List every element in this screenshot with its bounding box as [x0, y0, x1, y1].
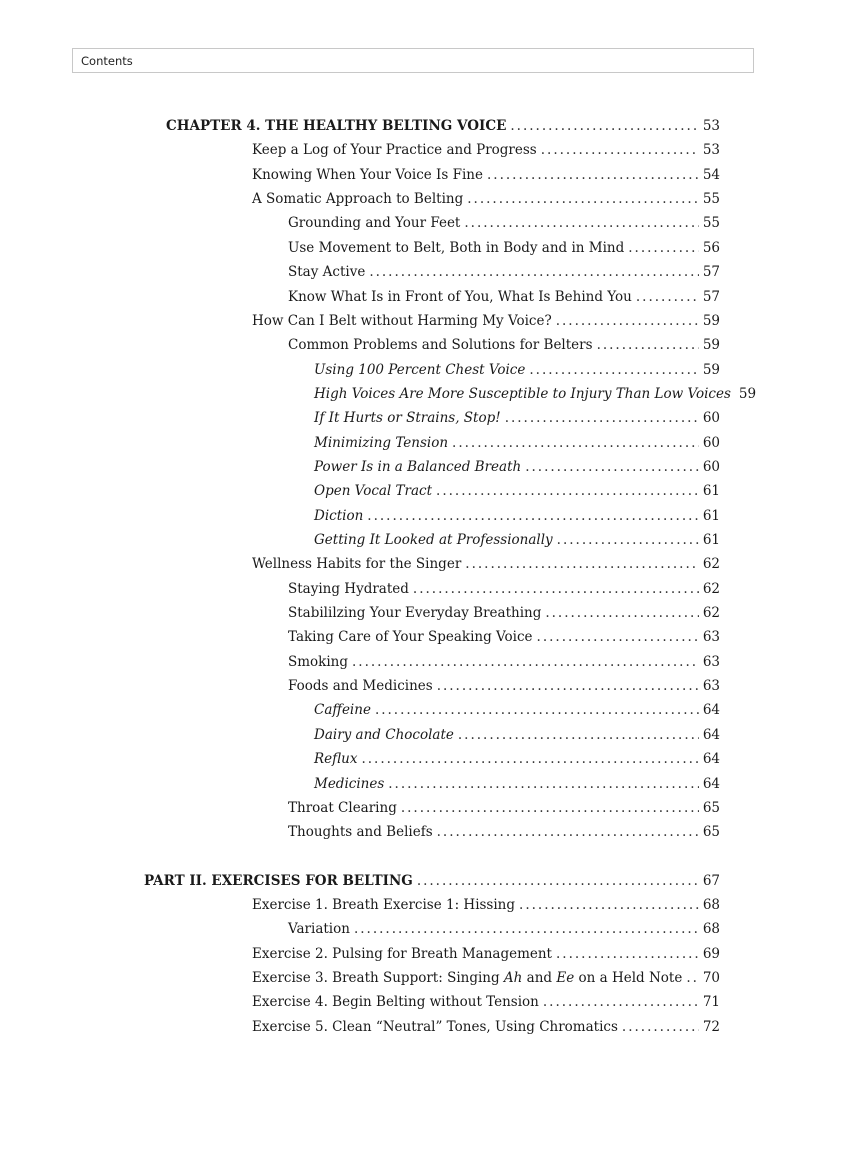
toc-page-number: 54 [702, 166, 720, 183]
toc-entry [314, 530, 720, 550]
toc-entry-title-part: Stabililzing Your Everyday Breathing [288, 605, 542, 621]
toc-entry-title [288, 676, 433, 696]
toc-entry [314, 457, 720, 477]
toc-page-number: 63 [702, 678, 720, 695]
toc-entry-title [314, 384, 731, 404]
toc-dot-leader [467, 189, 699, 209]
toc-dot-leader [525, 457, 699, 477]
toc-page-number: 64 [702, 751, 720, 768]
toc-entry-title-part: Reflux [314, 751, 358, 768]
toc-entry [252, 992, 720, 1012]
toc-page-number: 61 [702, 507, 720, 524]
toc-entry-title [314, 749, 357, 769]
toc-entry-title [314, 433, 448, 453]
toc-page-number: 53 [702, 142, 720, 159]
toc-page-number: 65 [702, 824, 720, 841]
toc-page-number: 59 [702, 337, 720, 354]
toc-dot-leader [465, 554, 699, 574]
toc-entry-title [252, 992, 539, 1012]
toc-entry-title [252, 311, 552, 331]
toc-dot-leader [556, 311, 699, 331]
toc-entry [288, 213, 720, 233]
toc-entry [252, 311, 720, 331]
toc-entry [314, 408, 720, 428]
toc-entry-title [314, 360, 525, 380]
toc-entry-title-part: How Can I Belt without Harming My Voice? [252, 312, 552, 329]
toc-page-number: 60 [702, 434, 720, 451]
toc-entry-title-part: Taking Care of Your Speaking Voice [288, 629, 533, 646]
toc-dot-leader [543, 992, 699, 1012]
toc-entry [252, 189, 720, 209]
toc-page-number: 60 [702, 410, 720, 427]
toc-entry [144, 871, 720, 891]
toc-entry-title-part: CHAPTER 4. THE HEALTHY BELTING VOICE [166, 118, 507, 134]
toc-page-number: 57 [702, 288, 720, 305]
toc-entry [314, 725, 720, 745]
toc-entry [314, 481, 720, 501]
toc-entry-title-part: Common Problems and Solutions for Belters [288, 337, 593, 354]
toc-page-number: 62 [702, 580, 720, 597]
toc-entry-title-part: Foods and Medicines [288, 678, 433, 695]
toc-dot-leader [545, 603, 698, 623]
toc-dot-leader [375, 700, 699, 720]
toc-page-number: 55 [702, 215, 720, 232]
toc-entry-title [288, 262, 365, 282]
toc-dot-leader [413, 579, 699, 599]
toc-entry [314, 433, 720, 453]
toc-entry-title-part: Caffeine [314, 702, 371, 719]
toc-entry-title-part: Throat Clearing [288, 799, 397, 816]
toc-entry-title-part: Dairy and Chocolate [314, 726, 454, 743]
toc-entry-title [144, 871, 413, 891]
toc-entry-title [252, 1017, 618, 1037]
toc-dot-leader [388, 774, 699, 794]
toc-entry-title [314, 408, 501, 428]
toc-entry-title-part: Using 100 Percent Chest Voice [314, 361, 526, 378]
toc-entry-title-part: Getting It Looked at Professionally [314, 532, 553, 548]
toc-page-number: 53 [702, 118, 720, 134]
toc-entry [288, 579, 720, 599]
toc-entry-title-part: Ee [556, 969, 575, 986]
toc-entry [252, 554, 720, 574]
toc-entry-title [288, 238, 624, 258]
toc-entry-title [288, 627, 533, 647]
toc-entry-title [288, 919, 350, 939]
toc-entry-title [288, 579, 409, 599]
toc-entry [288, 603, 720, 623]
toc-dot-leader [597, 335, 699, 355]
toc-entry-title-part: Keep a Log of Your Practice and Progress [252, 142, 537, 159]
toc-entry-title [252, 165, 483, 185]
toc-entry [288, 652, 720, 672]
toc-entry-title [314, 457, 521, 477]
toc-entry-title-part: Grounding and Your Feet [288, 215, 461, 232]
toc-entry [288, 627, 720, 647]
toc-dot-leader [437, 676, 699, 696]
toc-page-number: 64 [702, 702, 720, 719]
toc-entry [314, 506, 720, 526]
toc-entry-title-part: Staying Hydrated [288, 580, 409, 597]
toc-page-number: 70 [702, 969, 720, 986]
toc-entry-title-part: If It Hurts or Strains, Stop! [314, 410, 501, 427]
toc-entry-title [252, 968, 682, 988]
toc-page-number: 56 [702, 239, 720, 256]
toc-dot-leader [369, 262, 699, 282]
toc-dot-leader [622, 1017, 699, 1037]
toc-dot-leader [452, 433, 699, 453]
toc-page-number: 67 [702, 872, 720, 889]
toc-entry [252, 165, 720, 185]
toc-entry-title [314, 725, 454, 745]
toc-entry [288, 822, 720, 842]
toc-dot-leader [401, 798, 699, 818]
toc-page-number: 59 [738, 385, 757, 402]
toc-entry [314, 384, 757, 404]
toc-dot-leader [557, 530, 699, 550]
toc-page-number: 59 [702, 312, 720, 329]
toc-page-number: 55 [702, 191, 720, 208]
toc-dot-leader [537, 627, 699, 647]
toc-entry-title-part: and [522, 969, 557, 986]
toc-dot-leader [487, 165, 699, 185]
toc-page-number: 71 [702, 994, 720, 1011]
toc-dot-leader [636, 287, 699, 307]
toc-entry-title-part: Ah [503, 969, 523, 986]
toc-page-number: 64 [702, 775, 720, 792]
toc-dot-leader [529, 360, 698, 380]
toc-dot-leader [458, 725, 699, 745]
toc-entry-title [252, 895, 515, 915]
toc-entry-title [314, 481, 432, 501]
toc-entry [314, 749, 720, 769]
toc-dot-leader [361, 749, 698, 769]
toc-entry-title [252, 140, 537, 160]
toc-entry-title-part: Medicines [314, 775, 385, 792]
toc-entry-title [252, 189, 463, 209]
toc-dot-leader [437, 822, 699, 842]
toc-dot-leader [354, 919, 699, 939]
toc-entry-title-part: Exercise 5. Clean “Neutral” Tones, Using Chromatics [252, 1018, 618, 1035]
toc-entry-title [314, 506, 363, 526]
toc-entry [288, 238, 720, 258]
toc-entry-title-part: Wellness Habits for the Singer [252, 556, 462, 573]
toc-entry [288, 798, 720, 818]
toc-entry-title [314, 700, 371, 720]
toc-entry-title-part: Exercise 1. Breath Exercise 1: Hissing [252, 896, 516, 913]
toc-dot-leader [505, 408, 699, 428]
toc-entry-title-part: A Somatic Approach to Belting [252, 191, 464, 208]
toc-entry-title [288, 798, 397, 818]
toc-entry-title-part: Exercise 4. Begin Belting without Tension [252, 994, 539, 1011]
toc-entry-title [288, 603, 541, 623]
toc-page-number: 62 [702, 605, 720, 621]
running-header [72, 48, 754, 73]
toc-page-number: 62 [702, 556, 720, 573]
toc-page-number: 61 [702, 532, 720, 548]
toc-entry [288, 919, 720, 939]
toc-entry [288, 287, 720, 307]
toc-entry-title-part: Open Vocal Tract [314, 483, 433, 500]
toc-entry [252, 140, 720, 160]
toc-dot-leader [510, 116, 698, 136]
toc-entry-title-part: Knowing When Your Voice Is Fine [252, 166, 483, 183]
toc-entry-title-part: Exercise 3. Breath Support: Singing [252, 969, 504, 986]
toc-entry-title-part: Stay Active [288, 264, 366, 281]
toc-entry-title-part: on a Held Note [574, 969, 683, 986]
toc-page-number: 59 [702, 361, 720, 378]
toc-entry-title-part: Exercise 2. Pulsing for Breath Management [252, 945, 552, 962]
toc-dot-leader [628, 238, 699, 258]
toc-entry-title-part: Diction [314, 507, 364, 524]
toc-entry-title-part: Use Movement to Belt, Both in Body and in Mind [288, 239, 625, 256]
toc-dot-leader [352, 652, 699, 672]
toc-page-number: 64 [702, 726, 720, 743]
toc-entry [252, 968, 720, 988]
toc-entry-title-part: Variation [288, 921, 350, 938]
toc-entry [252, 895, 720, 915]
toc-dot-leader [541, 140, 699, 160]
toc-entry-title-part: PART II. EXERCISES FOR BELTING [144, 872, 413, 889]
toc-entry [314, 774, 720, 794]
toc-entry-title-part: Smoking [288, 653, 349, 670]
toc-page-number: 57 [702, 264, 720, 281]
running-header-label: Contents [81, 54, 133, 68]
toc-dot-leader [686, 968, 698, 988]
toc-entry-title [288, 213, 460, 233]
toc-entry [314, 360, 720, 380]
toc-entry-title-part: Thoughts and Beliefs [288, 824, 433, 841]
toc-page-number: 60 [702, 458, 720, 475]
toc-page-number: 69 [702, 945, 720, 962]
toc-page-number: 65 [702, 799, 720, 816]
toc-page-number: 61 [702, 483, 720, 500]
toc-entry-title [252, 944, 552, 964]
toc-entry [166, 116, 720, 136]
toc-entry-title [288, 335, 593, 355]
toc-entry-title [288, 652, 348, 672]
toc-entry-title [314, 530, 553, 550]
toc-dot-leader [556, 944, 699, 964]
toc-entry-title-part: Minimizing Tension [314, 434, 449, 451]
toc-dot-leader [367, 506, 699, 526]
toc-page-number: 68 [702, 921, 720, 938]
toc-dot-leader [464, 213, 698, 233]
toc-entry [252, 1017, 720, 1037]
toc-page-number: 72 [702, 1018, 720, 1035]
toc-entry [288, 335, 720, 355]
toc-entry-title [288, 287, 632, 307]
toc-entry-title-part: High Voices Are More Susceptible to Injury Than Low Voices [314, 385, 731, 402]
toc-entry-title [288, 822, 433, 842]
toc-entry [288, 676, 720, 696]
toc-entry-title [166, 116, 506, 136]
toc-entry-title-part: Power Is in a Balanced Breath [314, 458, 522, 475]
toc-page-number: 63 [702, 653, 720, 670]
toc-entry-title-part: Know What Is in Front of You, What Is Behind You [288, 288, 632, 305]
toc-dot-leader [519, 895, 699, 915]
toc-entry-title [252, 554, 461, 574]
toc-entry [288, 262, 720, 282]
toc-dot-leader [417, 871, 699, 891]
toc-dot-leader [436, 481, 699, 501]
toc-entry [314, 700, 720, 720]
toc-entry-title [314, 774, 384, 794]
toc-page-number: 63 [702, 629, 720, 646]
toc-page-number: 68 [702, 896, 720, 913]
toc-entry [252, 944, 720, 964]
